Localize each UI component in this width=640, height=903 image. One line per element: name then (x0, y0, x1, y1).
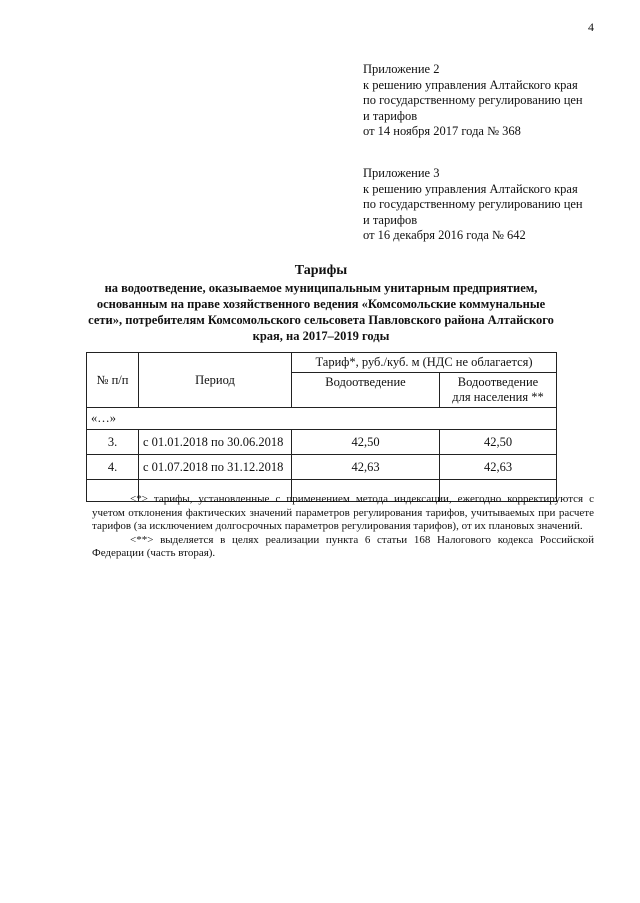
row-drainage-value: 42,50 (292, 430, 440, 455)
row-drainage-value: 42,63 (292, 455, 440, 480)
footnote-2: <**> выделяется в целях реализации пункта 6 статьи 168 Налогового кодекса Российской Федерации (часть вторая). (92, 533, 594, 559)
row-drainage-population-value: 42,63 (440, 455, 557, 480)
appendix-3-line: и тарифов (363, 212, 418, 227)
appendix-3-line: от 16 декабря 2016 года № 642 (363, 228, 526, 242)
appendix-3-block (363, 166, 583, 244)
ellipsis-cell: «…» (87, 408, 557, 430)
title-heading: Тарифы (294, 263, 348, 278)
header-num: № п/п (87, 353, 139, 408)
row-drainage-population-value: 42,50 (440, 430, 557, 455)
appendix-2-line: по государственному регулированию цен (363, 93, 583, 107)
document-title (86, 262, 556, 344)
title-line: на водоотведение, оказываемое муниципальным унитарным предприятием, (104, 281, 538, 295)
header-tariff: Тариф*, руб./куб. м (НДС не облагается) (292, 353, 557, 373)
tariff-table (86, 352, 557, 502)
header-drainage-population-line2: для населения ** (452, 390, 544, 404)
title-line: края, на 2017–2019 годы (252, 329, 390, 343)
row-num: 4. (87, 455, 139, 480)
appendix-2-line: к решению управления Алтайского края (363, 77, 578, 92)
appendix-3-line: по государственному регулированию цен (363, 197, 583, 211)
table-row (87, 430, 557, 455)
table-row (87, 455, 557, 480)
row-period: с 01.01.2018 по 30.06.2018 (139, 430, 292, 455)
title-line: основанным на праве хозяйственного ведения «Комсомольские коммунальные (96, 297, 546, 311)
header-drainage-population-line1: Водоотведение (457, 375, 539, 389)
table-header-row (87, 353, 557, 373)
appendix-2-line: Приложение 2 (363, 62, 440, 76)
header-drainage: Водоотведение (292, 373, 440, 408)
appendix-2-line: от 14 ноября 2017 года № 368 (363, 124, 521, 138)
header-period: Период (139, 353, 292, 408)
appendix-3-line: Приложение 3 (363, 166, 440, 180)
appendix-3-line: к решению управления Алтайского края (363, 181, 578, 196)
row-period: с 01.07.2018 по 31.12.2018 (139, 455, 292, 480)
footnotes (92, 493, 594, 561)
appendix-2-line: и тарифов (363, 108, 418, 123)
footnote-1: <*> тарифы, установленные с применением метода индексации, ежегодно корректируются с учетом отклонения фактических значений параметров регулирования тарифов, учитываемых при расчете тарифов (за исключением долгосрочных параметров регулирования тарифов), от их плановых значений. (92, 493, 594, 532)
header-drainage-population (440, 373, 557, 408)
page-number: 4 (588, 20, 594, 34)
title-line: сети», потребителям Комсомольского сельсовета Павловского района Алтайского (88, 313, 554, 327)
table-row-ellipsis (87, 408, 557, 430)
row-num: 3. (87, 430, 139, 455)
appendix-2-block (363, 62, 583, 140)
